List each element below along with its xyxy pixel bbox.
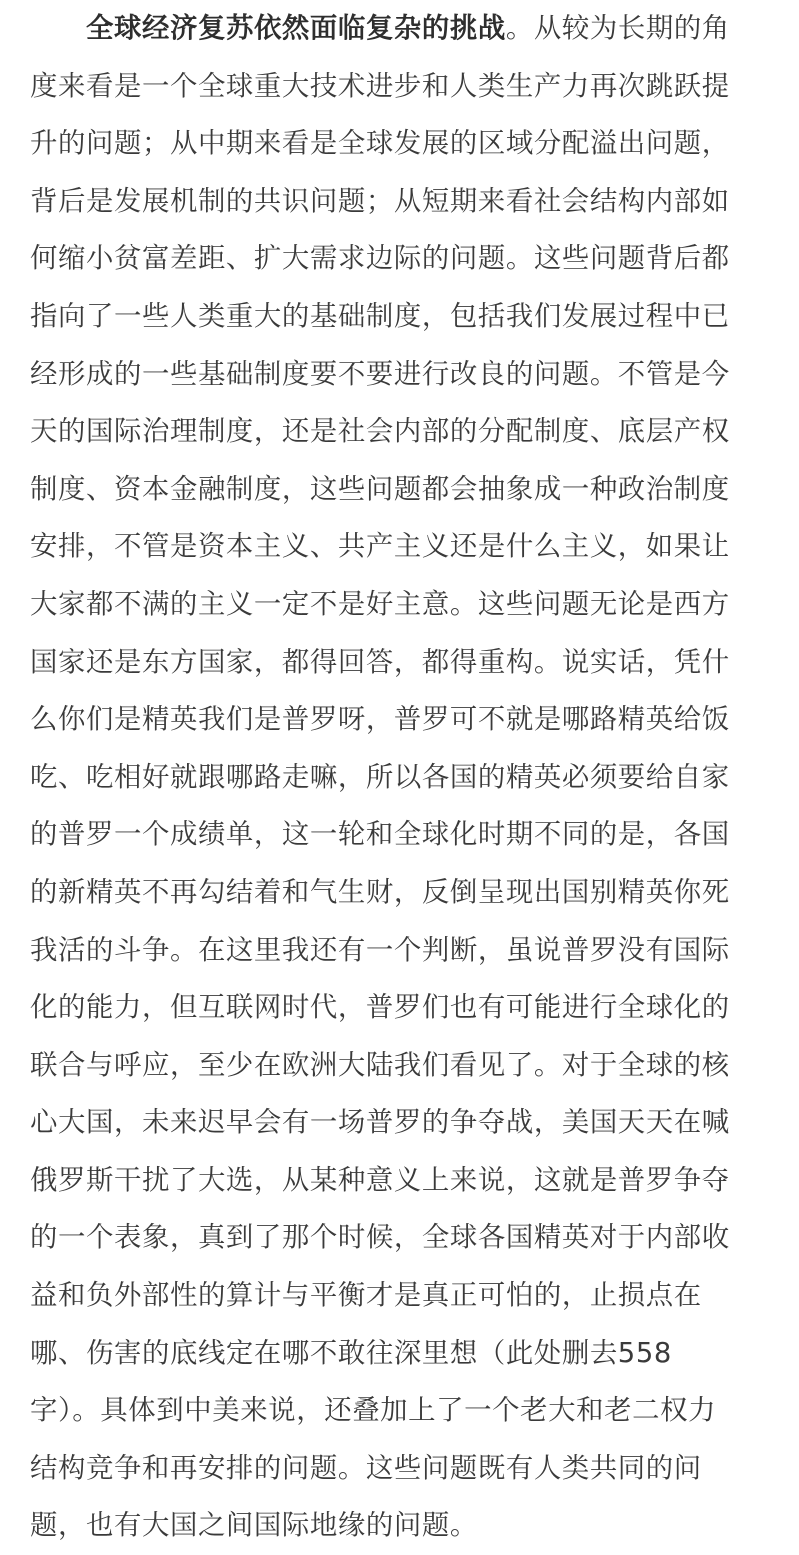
paragraph-line: 天的国际治理制度，还是社会内部的分配制度、底层产权 <box>30 416 730 448</box>
paragraph-line: 何缩小贫富差距、扩大需求边际的问题。这些问题背后都 <box>30 243 730 275</box>
paragraph-line: 升的问题；从中期来看是全球发展的区域分配溢出问题， <box>30 128 730 160</box>
paragraph-line: 哪、伤害的底线定在哪不敢往深里想（此处删去558 <box>30 1337 672 1369</box>
paragraph-line: 的一个表象，真到了那个时候，全球各国精英对于内部收 <box>30 1222 730 1254</box>
paragraph-line: 吃、吃相好就跟哪路走嘛，所以各国的精英必须要给自家 <box>30 761 730 793</box>
paragraph-line: 俄罗斯干扰了大选，从某种意义上来说，这就是普罗争夺 <box>30 1164 730 1196</box>
paragraph-line: 的新精英不再勾结着和气生财，反倒呈现出国别精英你死 <box>30 876 730 908</box>
paragraph-line: 背后是发展机制的共识问题；从短期来看社会结构内部如 <box>30 185 730 217</box>
paragraph-line: 化的能力，但互联网时代，普罗们也有可能进行全球化的 <box>30 992 730 1024</box>
paragraph-line: 度来看是一个全球重大技术进步和人类生产力再次跳跃提 <box>30 70 730 102</box>
paragraph-line: 我活的斗争。在这里我还有一个判断，虽说普罗没有国际 <box>30 934 730 966</box>
paragraph-line: 的普罗一个成绩单，这一轮和全球化时期不同的是，各国 <box>30 819 730 851</box>
paragraph-line: 经形成的一些基础制度要不要进行改良的问题。不管是今 <box>30 358 730 390</box>
paragraph-line: 安排，不管是资本主义、共产主义还是什么主义，如果让 <box>30 531 730 563</box>
paragraph-line: 心大国，未来迟早会有一场普罗的争夺战，美国天天在喊 <box>30 1107 730 1139</box>
article-body <box>30 0 770 1555</box>
paragraph-line: 么你们是精英我们是普罗呀，普罗可不就是哪路精英给饭 <box>30 704 730 736</box>
paragraph-line: 字）。具体到中美来说，还叠加上了一个老大和老二权力 <box>30 1395 717 1427</box>
paragraph-line: 题，也有大国之间国际地缘的问题。 <box>30 1510 478 1542</box>
paragraph-line <box>30 0 770 58</box>
paragraph-line: 结构竞争和再安排的问题。这些问题既有人类共同的问 <box>30 1452 702 1484</box>
paragraph-line: 指向了一些人类重大的基础制度，包括我们发展过程中已 <box>30 300 730 332</box>
paragraph-line: 益和负外部性的算计与平衡才是真正可怕的，止损点在 <box>30 1280 702 1312</box>
paragraph-line: 联合与呼应，至少在欧洲大陆我们看见了。对于全球的核 <box>30 1049 730 1081</box>
lead-sentence-bold: 全球经济复苏依然面临复杂的挑战 <box>86 13 506 44</box>
paragraph-line: 大家都不满的主义一定不是好主意。这些问题无论是西方 <box>30 588 730 620</box>
first-line-rest: 。从较为长期的角 <box>505 13 730 44</box>
paragraph-line: 国家还是东方国家，都得回答，都得重构。说实话，凭什 <box>30 646 730 678</box>
paragraph-line: 制度、资本金融制度，这些问题都会抽象成一种政治制度 <box>30 473 730 505</box>
